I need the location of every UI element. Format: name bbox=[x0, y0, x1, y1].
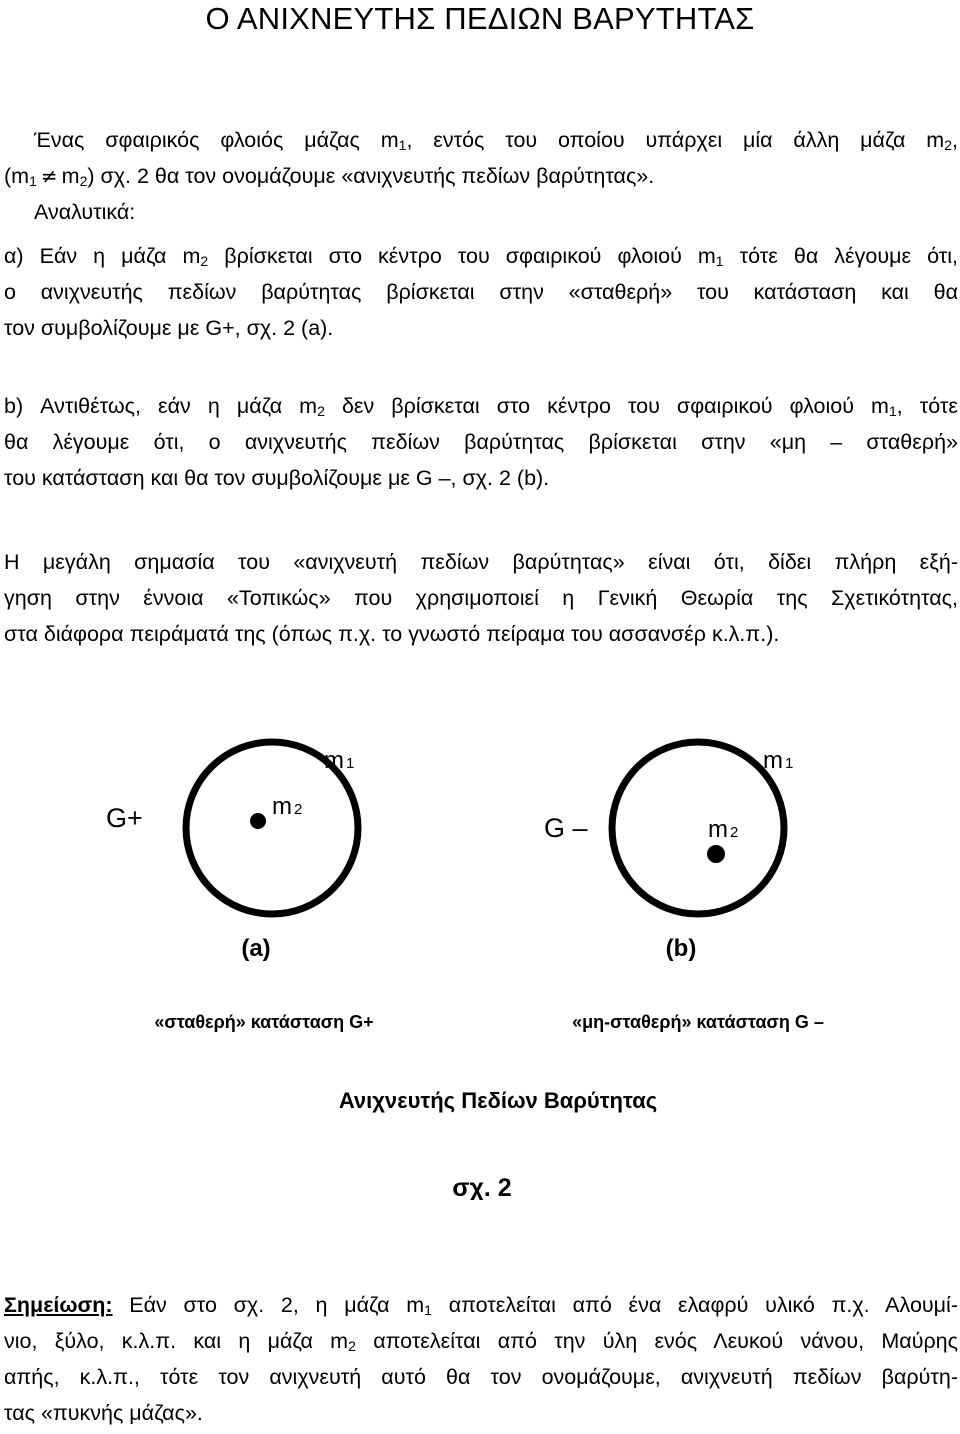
part-b-paragraph bbox=[4, 388, 958, 496]
caption-a: «σταθερή» κατάσταση G+ bbox=[154, 1012, 374, 1032]
caption-b: «μη-σταθερή» κατάσταση G – bbox=[572, 1012, 824, 1032]
figure-letter-b: (b) bbox=[665, 935, 697, 962]
part-b-line-2: θα λέγουμε ότι, ο ανιχνευτής πεδίων βαρύτητας βρίσκεται στην «μη – σταθερή» bbox=[4, 430, 958, 454]
note-line-4: τας «πυκνής μάζας». bbox=[4, 1401, 203, 1425]
mass-label-b: m 2 bbox=[708, 816, 739, 843]
intro-paragraph bbox=[4, 122, 958, 230]
note-line-3: απής, κ.λ.π., τότε τον ανιχνευτή αυτό θα τον ονομάζουμε, ανιχνευτή πεδίων βαρύτη- bbox=[4, 1365, 958, 1389]
part-a-paragraph bbox=[4, 238, 958, 346]
part-b-line-3: του κατάσταση και θα τον συμβολίζουμε με G –, σχ. 2 (b). bbox=[4, 466, 550, 490]
shell-label-a: m 1 bbox=[324, 747, 355, 774]
intro-line-1: Ένας σφαιρικός φλοιός μάζας $m_1$, εντός του οποίου υπάρχει μία άλλη μάζα $m_2$, bbox=[34, 128, 958, 153]
note-label: Σημείωση: bbox=[4, 1293, 113, 1317]
note-line-2: νιο, ξύλο, κ.λ.π. και η μάζα $m_2$ αποτελείται από την ύλη ενός Λευκού νάνου, Μαύρης bbox=[4, 1329, 959, 1354]
figure-letter-a: (a) bbox=[241, 935, 271, 962]
significance-line-2: γηση στην έννοια «Τοπικώς» που χρησιμοποιεί η Γενική Θεωρία της Σχετικότητας, bbox=[4, 586, 958, 610]
intro-line-2: $(m_1 \ne m_2)$ σχ. 2 θα τον ονομάζουμε «ανιχνευτής πεδίων βαρύτητας». bbox=[4, 164, 655, 189]
mass-label-a: m 2 bbox=[272, 793, 303, 820]
not-equal-symbol: ≠ bbox=[40, 164, 58, 188]
mass-dot-a bbox=[250, 813, 266, 829]
note-line-1: Σημείωση: Εάν στο σχ. 2, η μάζα $m_1$ αποτελείται από ένα ελαφρύ υλικό π.χ. Αλουμί- bbox=[4, 1293, 958, 1318]
state-label-g-plus: G+ bbox=[106, 803, 143, 833]
figure-main-caption: Ανιχνευτής Πεδίων Βαρύτητας bbox=[338, 1088, 658, 1113]
page-title: Ο ΑΝΙΧΝΕΥΤΗΣ ΠΕΔΙΩΝ ΒΑΡΥΤΗΤΑΣ bbox=[205, 1, 755, 36]
detector-diagram bbox=[0, 730, 960, 1200]
analytika-heading: Αναλυτικά: bbox=[34, 200, 136, 224]
mass-dot-b bbox=[707, 845, 725, 863]
note-paragraph bbox=[4, 1287, 958, 1431]
part-b-line-1: b) Αντιθέτως, εάν η μάζα $m_2$ δεν βρίσκεται στο κέντρο του σφαιρικού φλοιού $m_1$, τότε bbox=[4, 394, 958, 419]
significance-line-3: στα διάφορα πειράματά της (όπως π.χ. το γνωστό πείραμα του ασσανσέρ κ.λ.π.). bbox=[4, 622, 780, 646]
part-a-line-1: α) Εάν η μάζα $m_2$ βρίσκεται στο κέντρο του σφαιρικού φλοιού $m_1$ τότε θα λέγουμε ότι, bbox=[4, 244, 958, 269]
shell-circle-b bbox=[612, 742, 784, 914]
significance-line-1: Η μεγάλη σημασία του «ανιχνευτή πεδίων βαρύτητας» είναι ότι, δίδει πλήρη εξή- bbox=[4, 550, 958, 574]
state-label-g-minus: G – bbox=[544, 813, 588, 843]
part-a-line-2: ο ανιχνευτής πεδίων βαρύτητας βρίσκεται στην «σταθερή» του κατάσταση και θα bbox=[4, 280, 958, 304]
shell-label-b: m 1 bbox=[763, 747, 794, 774]
significance-paragraph bbox=[4, 544, 958, 652]
part-a-line-3: τον συμβολίζουμε με G+, σχ. 2 (a). bbox=[4, 316, 334, 340]
figure-number: σχ. 2 bbox=[452, 1174, 512, 1200]
